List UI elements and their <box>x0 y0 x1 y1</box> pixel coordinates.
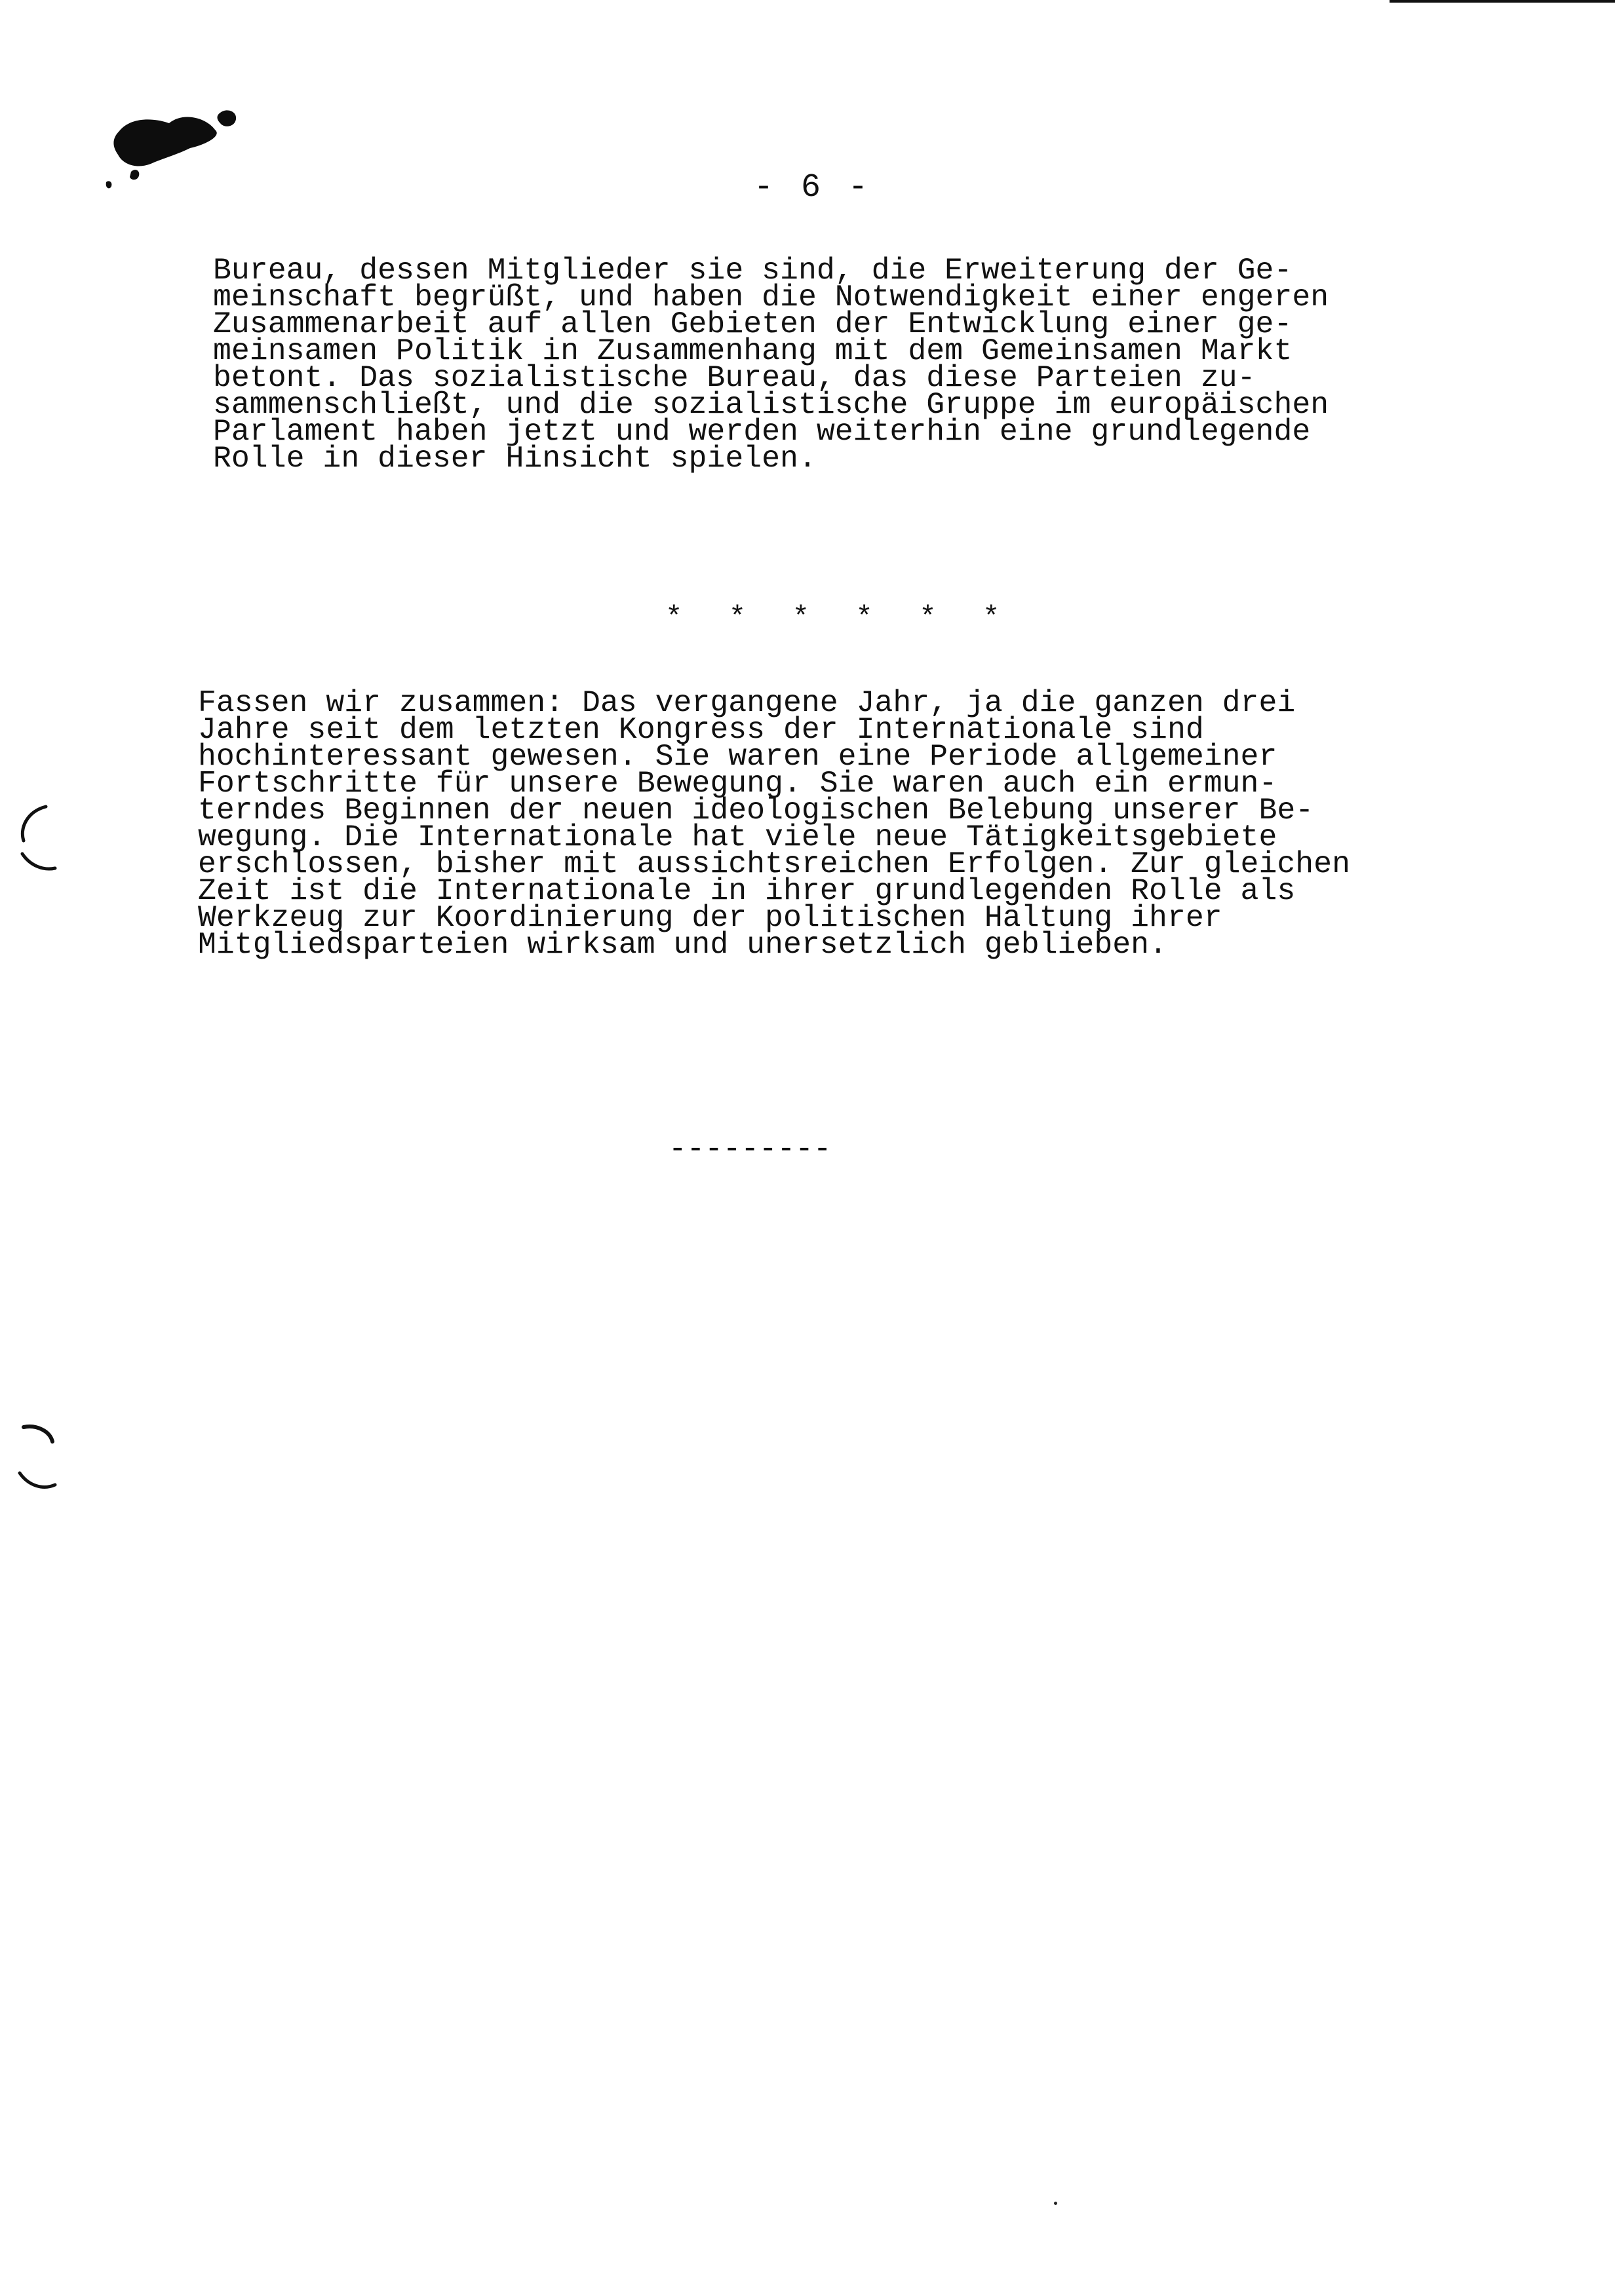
text-line: betont. Das sozialistische Bureau, das diese Parteien zu- <box>213 360 1256 395</box>
paragraph-2 <box>198 685 1350 962</box>
punch-hole-icon <box>14 803 60 875</box>
text-line: meinsamen Politik in Zusammenhang mit dem Gemeinsamen Markt <box>213 334 1293 368</box>
ink-blot-icon <box>92 92 249 203</box>
text-line: sammenschließt, und die sozialistische Gruppe im europäischen <box>213 387 1329 422</box>
punch-hole-icon <box>14 1422 60 1494</box>
text-line: Bureau, dessen Mitglieder sie sind, die Erweiterung der Ge- <box>213 253 1293 288</box>
text-line: wegung. Die Internationale hat viele neue Tätigkeitsgebiete <box>198 820 1277 854</box>
text-line: Werkzeug zur Koordinierung der politischen Haltung ihrer <box>198 900 1222 935</box>
text-line: hochinteressant gewesen. Sie waren eine Periode allgemeiner <box>198 739 1277 774</box>
paper-speck <box>1054 2202 1057 2205</box>
text-line: Fassen wir zusammen: Das vergangene Jahr, ja die ganzen drei <box>198 685 1296 720</box>
page-number: - 6 - <box>754 169 872 206</box>
text-line: meinschaft begrüßt, und haben die Notwendigkeit einer engeren <box>213 280 1329 315</box>
text-line: erschlossen, bisher mit aussichtsreichen Erfolgen. Zur gleichen <box>198 847 1350 881</box>
end-of-text-rule: --------- <box>669 1132 832 1166</box>
text-line: terndes Beginnen der neuen ideologischen Belebung unserer Be- <box>198 793 1314 828</box>
section-separator-stars: * * * * * * <box>665 602 1015 634</box>
paragraph-1 <box>213 253 1329 476</box>
text-line: Zeit ist die Internationale in ihrer grundlegenden Rolle als <box>198 873 1296 908</box>
text-line: Zusammenarbeit auf allen Gebieten der Entwicklung einer ge- <box>213 307 1293 341</box>
text-line: Fortschritte für unsere Bewegung. Sie waren auch ein ermun- <box>198 766 1277 801</box>
text-line: Mitgliedsparteien wirksam und unersetzlich geblieben. <box>198 927 1167 962</box>
text-line: Rolle in dieser Hinsicht spielen. <box>213 441 817 476</box>
top-edge-rule <box>1390 0 1615 3</box>
text-line: Jahre seit dem letzten Kongress der Internationale sind <box>198 712 1204 747</box>
text-line: Parlament haben jetzt und werden weiterhin eine grundlegende <box>213 414 1311 449</box>
